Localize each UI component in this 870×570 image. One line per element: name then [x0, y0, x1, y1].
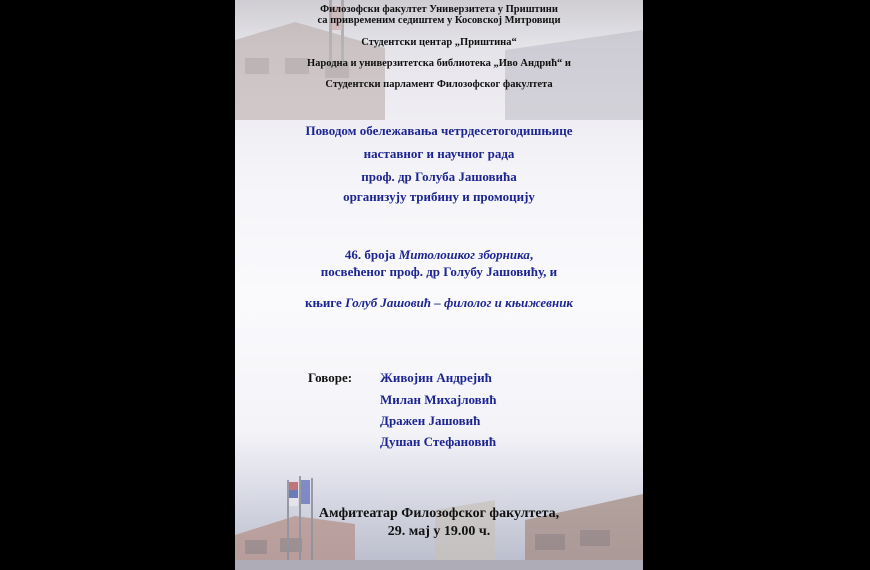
speaker-name: Милан Михајловић [380, 392, 497, 407]
organizer-line-1: Филозофски факултет Универзитета у Приштини [320, 4, 558, 15]
book-line [235, 295, 643, 311]
speakers-label: Говоре: [308, 370, 353, 385]
occasion-line-2: наставног и научног рада [363, 146, 515, 161]
occasion-line-4: организују трибину и промоцију [343, 189, 535, 204]
speaker-name: Душан Стефановић [380, 434, 497, 449]
book-title: Голуб Јашовић – филолог и књижевник [345, 295, 574, 310]
issue-line [235, 247, 643, 263]
organizer-line-5: Студентски парламент Филозофског факултета [325, 79, 553, 90]
speaker-name: Живојин Андрејић [380, 370, 492, 385]
venue-datetime: 29. мај у 19.00 ч. [387, 524, 491, 539]
dedication-line: посвећеног проф. др Голубу Јашовићу, и [320, 264, 558, 279]
occasion-line-3: проф. др Голуба Јашовића [361, 169, 517, 184]
organizer-line-2: са привременим седиштем у Косовској Митровици [317, 15, 561, 26]
occasion-line-1: Поводом обележавања четрдесетогодишњице [305, 123, 573, 138]
organizer-line-3: Студентски центар „Приштина“ [361, 37, 517, 48]
issue-suffix: , [529, 247, 534, 262]
issue-prefix: 46. броја [344, 247, 399, 262]
book-prefix: књиге [304, 295, 346, 310]
venue-place: Амфитеатар Филозофског факултета, [318, 506, 560, 521]
organizer-line-4: Народна и универзитетска библиотека „Иво Андрић“ и [307, 58, 571, 69]
poster-page [235, 0, 643, 570]
issue-title: Митолошког зборника [398, 247, 530, 262]
speaker-name: Дражен Јашовић [380, 413, 481, 428]
